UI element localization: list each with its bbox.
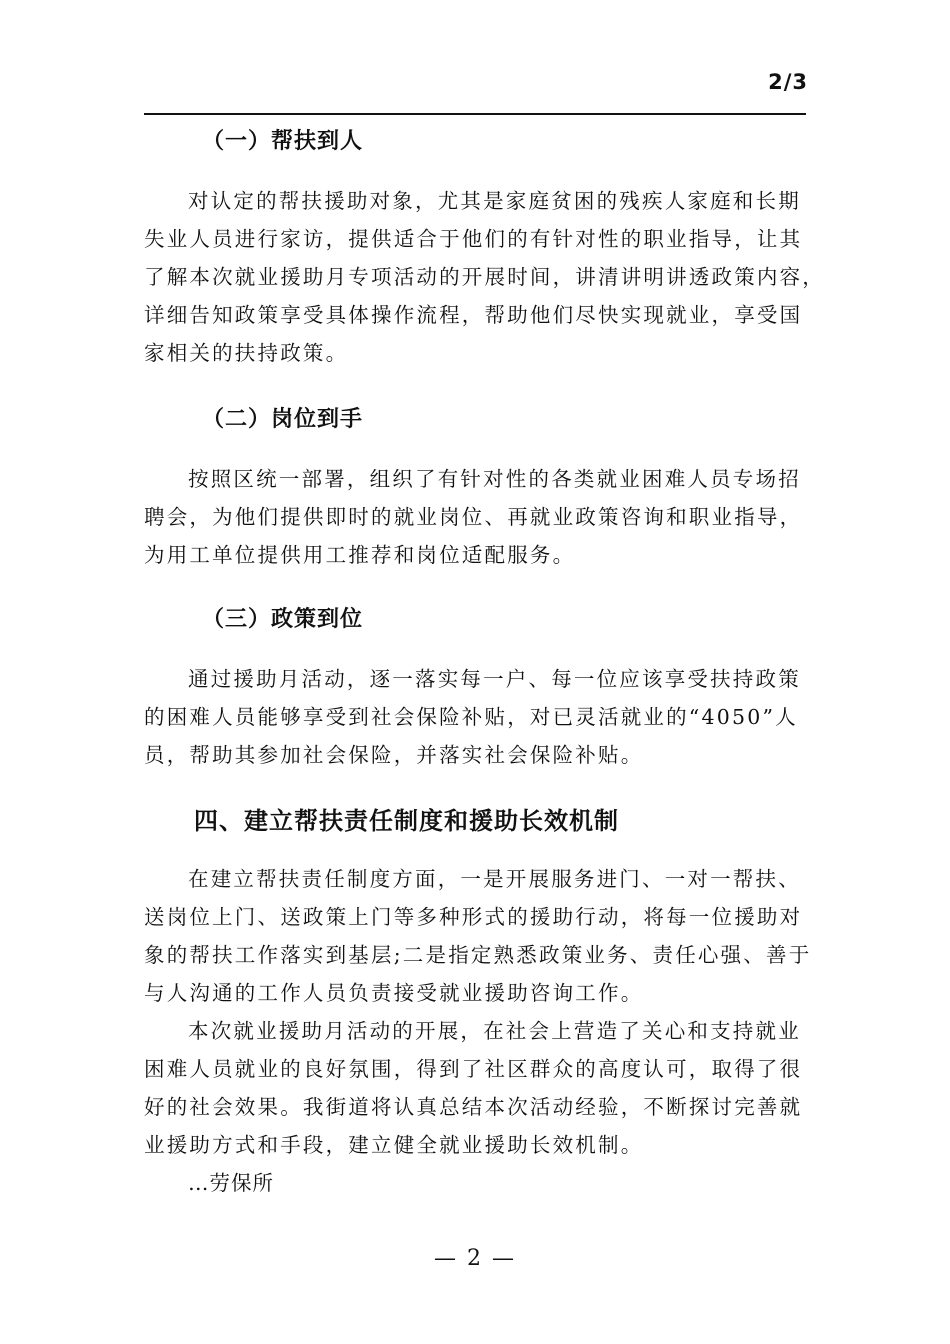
- text-line: 员，帮助其参加社会保险，并落实社会保险补贴。: [144, 743, 644, 767]
- text-line: 对认定的帮扶援助对象，尤其是家庭贫困的残疾人家庭和长期: [188, 189, 801, 213]
- page-indicator: 2/3: [768, 70, 808, 94]
- text-line: 本次就业援助月活动的开展，在社会上营造了关心和支持就业: [188, 1019, 801, 1043]
- text-line: 在建立帮扶责任制度方面，一是开展服务进门、一对一帮扶、: [188, 867, 801, 891]
- text-line: 详细告知政策享受具体操作流程，帮助他们尽快实现就业，享受国: [144, 303, 803, 327]
- paragraph-job-in-hand: [144, 460, 824, 574]
- text-line: 聘会，为他们提供即时的就业岗位、再就业政策咨询和职业指导，: [144, 505, 803, 529]
- text-line: 象的帮扶工作落实到基层;二是指定熟悉政策业务、责任心强、善于: [144, 943, 812, 967]
- text-line: 送岗位上门、送政策上门等多种形式的援助行动，将每一位援助对: [144, 905, 803, 929]
- paragraph-help-people: [144, 182, 824, 372]
- subheading-job-in-hand: （二）岗位到手: [202, 407, 364, 432]
- text-line: 按照区统一部署，组织了有针对性的各类就业困难人员专场招: [188, 467, 801, 491]
- text-line: 困难人员就业的良好氛围，得到了社区群众的高度认可，取得了很: [144, 1057, 803, 1081]
- text-line: 失业人员进行家访，提供适合于他们的有针对性的职业指导，让其: [144, 227, 803, 251]
- header-rule: [144, 113, 806, 115]
- text-line: 家相关的扶持政策。: [144, 341, 349, 365]
- text-line: 了解本次就业援助月专项活动的开展时间，讲清讲明讲透政策内容，: [144, 265, 825, 289]
- text-line: 通过援助月活动，逐一落实每一户、每一位应该享受扶持政策: [188, 667, 801, 691]
- paragraph-responsibility: [144, 860, 824, 1012]
- paragraph-summary: [144, 1012, 824, 1164]
- subheading-help-people: （一）帮扶到人: [202, 129, 364, 154]
- subheading-policy-in-place: （三）政策到位: [202, 607, 364, 632]
- section-heading-responsibility: 四、建立帮扶责任制度和援助长效机制: [194, 807, 619, 835]
- paragraph-policy-in-place: [144, 660, 824, 774]
- footer-page-number: — 2 —: [434, 1246, 516, 1271]
- text-line: 与人沟通的工作人员负责接受就业援助咨询工作。: [144, 981, 644, 1005]
- signoff: …劳保所: [188, 1171, 274, 1195]
- text-line: 业援助方式和手段，建立健全就业援助长效机制。: [144, 1133, 644, 1157]
- text-line: 的困难人员能够享受到社会保险补贴，对已灵活就业的“4050”人: [144, 705, 798, 729]
- text-line: 好的社会效果。我街道将认真总结本次活动经验，不断探讨完善就: [144, 1095, 803, 1119]
- text-line: 为用工单位提供用工推荐和岗位适配服务。: [144, 543, 576, 567]
